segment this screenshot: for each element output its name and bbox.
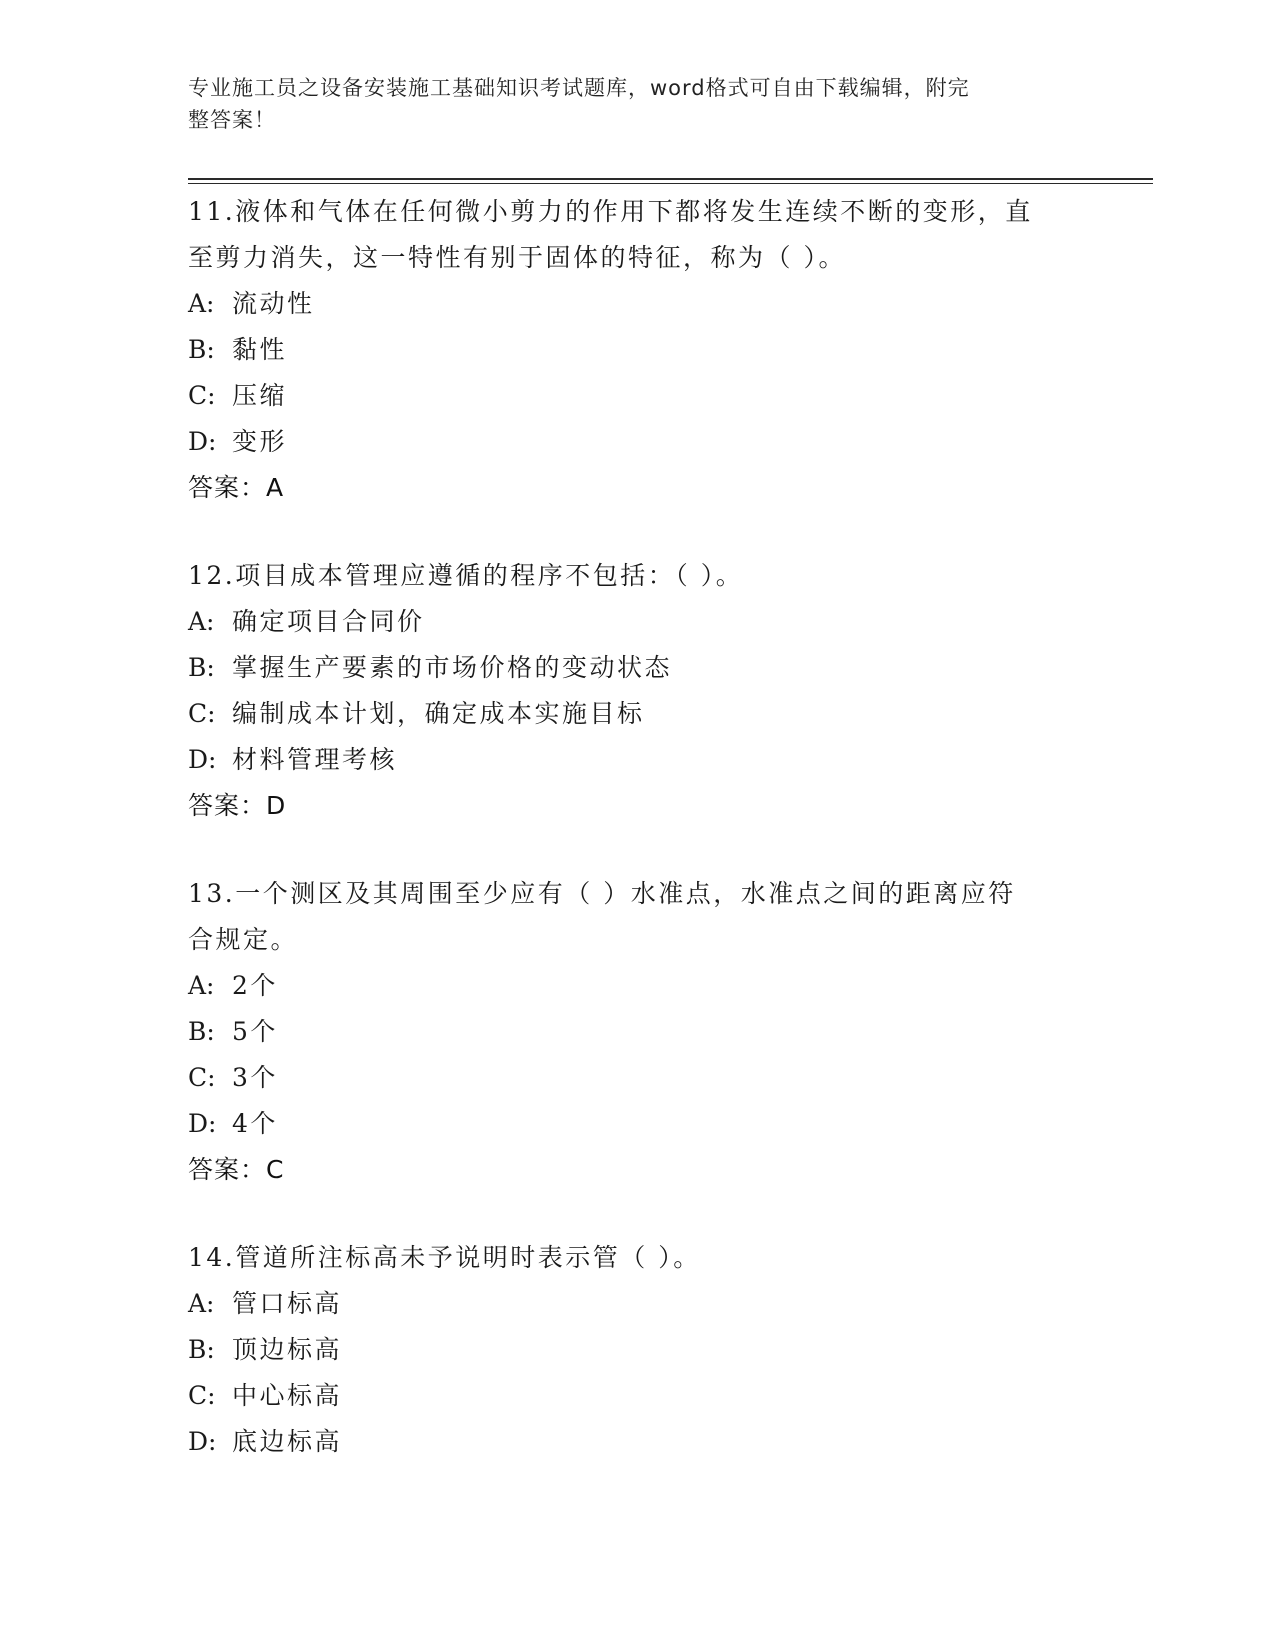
option-letter: A: bbox=[188, 607, 215, 636]
option-text: 管口标高 bbox=[232, 1289, 343, 1318]
option-letter: D: bbox=[188, 1427, 217, 1456]
option-letter: B: bbox=[188, 335, 215, 364]
option-d bbox=[188, 419, 1088, 465]
answer-line: 答案：D bbox=[188, 791, 287, 820]
option-c bbox=[188, 1055, 1088, 1101]
option-a bbox=[188, 1281, 1088, 1327]
option-d bbox=[188, 1419, 1088, 1465]
option-letter: C: bbox=[188, 699, 216, 728]
question-11 bbox=[188, 189, 1088, 511]
question-stem-line: 14.管道所注标高未予说明时表示管（ ）。 bbox=[188, 1243, 701, 1272]
answer-line: 答案：A bbox=[188, 473, 285, 502]
option-b bbox=[188, 327, 1088, 373]
option-a bbox=[188, 599, 1088, 645]
option-text: 黏性 bbox=[232, 335, 288, 364]
option-letter: D: bbox=[188, 1109, 217, 1138]
option-text: 压缩 bbox=[232, 381, 288, 410]
option-a bbox=[188, 281, 1088, 327]
answer-line: 答案：C bbox=[188, 1155, 285, 1184]
option-text: 掌握生产要素的市场价格的变动状态 bbox=[232, 653, 673, 682]
question-stem-line: 至剪力消失，这一特性有别于固体的特征，称为（ ）。 bbox=[188, 243, 846, 272]
option-text: 底边标高 bbox=[232, 1427, 343, 1456]
option-letter: A: bbox=[188, 289, 215, 318]
option-c bbox=[188, 1373, 1088, 1419]
option-text: 流动性 bbox=[232, 289, 315, 318]
option-text: 编制成本计划，确定成本实施目标 bbox=[232, 699, 645, 728]
option-text: 中心标高 bbox=[232, 1381, 343, 1410]
option-d bbox=[188, 737, 1088, 783]
option-text: 确定项目合同价 bbox=[232, 607, 425, 636]
question-stem-line: 12.项目成本管理应遵循的程序不包括：（ ）。 bbox=[188, 561, 744, 590]
option-text: 顶边标高 bbox=[232, 1335, 343, 1364]
option-letter: B: bbox=[188, 653, 215, 682]
option-c bbox=[188, 691, 1088, 737]
option-letter: B: bbox=[188, 1017, 215, 1046]
question-stem-line: 11.液体和气体在任何微小剪力的作用下都将发生连续不断的变形，直 bbox=[188, 197, 1033, 226]
option-letter: C: bbox=[188, 381, 216, 410]
question-stem-line: 合规定。 bbox=[188, 925, 299, 954]
option-letter: D: bbox=[188, 427, 217, 456]
header-divider-thick bbox=[188, 178, 1153, 180]
option-letter: A: bbox=[188, 1289, 215, 1318]
question-stem-line: 13.一个测区及其周围至少应有（ ）水准点，水准点之间的距离应符 bbox=[188, 879, 1016, 908]
question-12 bbox=[188, 553, 1088, 829]
option-text: 材料管理考核 bbox=[232, 745, 398, 774]
option-b bbox=[188, 645, 1088, 691]
option-a bbox=[188, 963, 1088, 1009]
option-text: 2个 bbox=[232, 971, 278, 1000]
question-14 bbox=[188, 1235, 1088, 1465]
header-divider-thin bbox=[188, 183, 1153, 184]
option-d bbox=[188, 1101, 1088, 1147]
option-text: 4个 bbox=[232, 1109, 278, 1138]
option-letter: C: bbox=[188, 1063, 216, 1092]
option-text: 3个 bbox=[232, 1063, 278, 1092]
option-letter: A: bbox=[188, 971, 215, 1000]
option-letter: D: bbox=[188, 745, 217, 774]
option-b bbox=[188, 1009, 1088, 1055]
option-c bbox=[188, 373, 1088, 419]
question-13 bbox=[188, 871, 1088, 1193]
document-header bbox=[188, 72, 1068, 136]
option-text: 变形 bbox=[232, 427, 288, 456]
question-list bbox=[188, 189, 1088, 1507]
header-line-1: 专业施工员之设备安装施工基础知识考试题库，word格式可自由下载编辑，附完 bbox=[188, 76, 970, 100]
header-line-2: 整答案！ bbox=[188, 108, 276, 132]
option-text: 5个 bbox=[232, 1017, 278, 1046]
option-letter: B: bbox=[188, 1335, 215, 1364]
option-b bbox=[188, 1327, 1088, 1373]
option-letter: C: bbox=[188, 1381, 216, 1410]
